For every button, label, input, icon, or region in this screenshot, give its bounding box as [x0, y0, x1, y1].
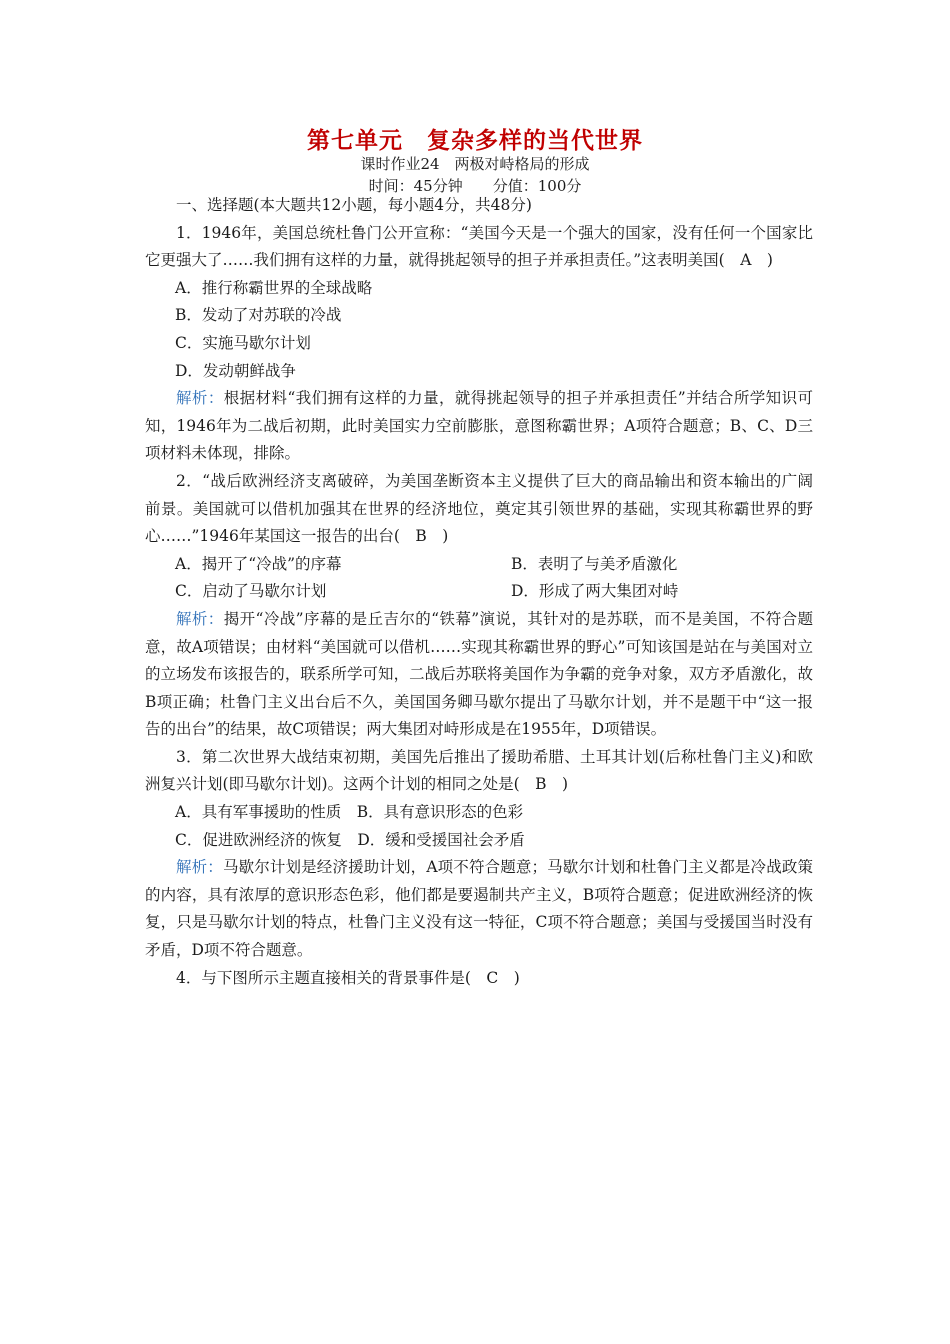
question-1-option-a: A．推行称霸世界的全球战略 — [175, 278, 373, 297]
question-1-option-b: B．发动了对苏联的冷战 — [175, 306, 342, 325]
question-2-option-c: C．启动了马歇尔计划 — [175, 582, 327, 601]
analysis-label: 解析： — [176, 609, 224, 628]
question-1-option-d: D．发动朝鲜战争 — [175, 361, 296, 380]
question-2-analysis-text: 揭开“冷战”序幕的是丘吉尔的“铁幕”演说，其针对的是苏联，而不是美国，不符合题意，故A项错误；由材料“美国就可以借机……实现其称霸世界的野心”可知该国是站在与美国对立的立场发布该报告的，联系所学可知，二战后苏联将美国作为争霸的竞争对象，双方矛盾激化，故B项正确；杜鲁门主义出台后不久，美国国务卿马歇尔提出了马歇尔计划，并不是题干中“这一报告的出台”的结果，故C项错误；两大集团对峙形成是在1955年，D项错误。 — [145, 609, 813, 739]
document-body — [145, 192, 813, 992]
question-2-analysis — [145, 606, 813, 744]
question-2-options-row-1 — [145, 551, 813, 579]
question-2-stem: 2．“战后欧洲经济支离破碎，为美国垄断资本主义提供了巨大的商品输出和资本输出的广阔前景。美国就可以借机加强其在世界的经济地位，奠定其引领世界的基础，实现其称霸世界的野心……”1946年某国这一报告的出台( B ) — [145, 471, 813, 546]
question-1-stem: 1．1946年，美国总统杜鲁门公开宣称：“美国今天是一个强大的国家，没有任何一个国家比它更强大了……我们拥有这样的力量，就得挑起领导的担子并承担责任。”这表明美国( A ) — [145, 223, 813, 270]
time-and-score: 时间：45分钟 分值：100分 — [368, 177, 582, 195]
question-2-option-d: D．形成了两大集团对峙 — [511, 582, 679, 601]
question-3-options-line-2: C．促进欧洲经济的恢复 D．缓和受援国社会矛盾 — [175, 830, 525, 849]
section-heading: 一、选择题(本大题共12小题，每小题4分，共48分) — [176, 196, 532, 214]
question-1-analysis-text: 根据材料“我们拥有这样的力量，就得挑起领导的担子并承担责任”并结合所学知识可知，1946年为二战后初期，此时美国实力空前膨胀，意图称霸世界；A项符合题意；B、C、D三项材料未体现，排除。 — [145, 389, 813, 463]
question-2-option-b: B．表明了与美矛盾激化 — [511, 554, 678, 573]
page-title: 第七单元 复杂多样的当代世界 — [307, 127, 643, 154]
question-2-option-a: A．揭开了“冷战”的序幕 — [175, 554, 342, 573]
question-4-stem: 4．与下图所示主题直接相关的背景事件是( C ) — [176, 968, 520, 987]
page-subtitle: 课时作业24 两极对峙格局的形成 — [360, 155, 590, 173]
question-3-options-line-1: A．具有军事援助的性质 B．具有意识形态的色彩 — [175, 803, 524, 822]
question-1-option-c: C．实施马歇尔计划 — [175, 333, 311, 352]
analysis-label: 解析： — [176, 389, 224, 408]
question-3-analysis-text: 马歇尔计划是经济援助计划，A项不符合题意；马歇尔计划和杜鲁门主义都是冷战政策的内容，具有浓厚的意识形态色彩，他们都是要遏制共产主义，B项符合题意；促进欧洲经济的恢复，只是马歇尔计划的特点，杜鲁门主义没有这一特征，C项不符合题意；美国与受援国当时没有矛盾，D项不符合题意。 — [145, 858, 813, 960]
question-2-options-row-2 — [145, 578, 813, 606]
analysis-label: 解析： — [176, 858, 223, 877]
question-3-analysis — [145, 854, 813, 964]
question-3-stem: 3．第二次世界大战结束初期，美国先后推出了援助希腊、土耳其计划(后称杜鲁门主义)和欧洲复兴计划(即马歇尔计划)。这两个计划的相同之处是( B ) — [145, 747, 813, 794]
question-1-analysis — [145, 385, 813, 468]
